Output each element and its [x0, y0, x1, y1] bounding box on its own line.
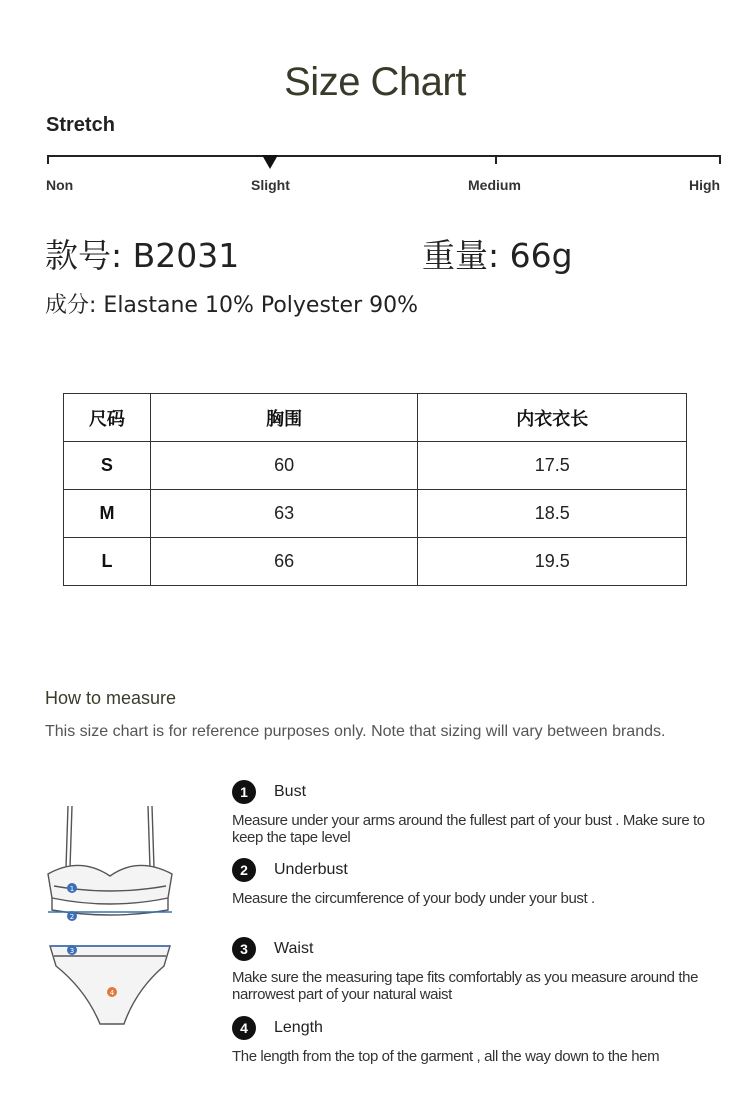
- size-table-header: [64, 394, 687, 442]
- measure-item-bust: [232, 780, 722, 846]
- bust-cell: 63: [150, 490, 418, 538]
- weight: [422, 230, 573, 277]
- measure-item-desc: Measure the circumference of your body under your bust .: [232, 890, 595, 907]
- size-cell: M: [64, 490, 151, 538]
- number-badge: 1: [232, 780, 256, 804]
- bust-cell: 60: [150, 442, 418, 490]
- stretch-tick-high: [719, 155, 721, 164]
- size-cell: L: [64, 538, 151, 586]
- stretch-scale-line: [47, 155, 721, 157]
- number-badge: 3: [232, 937, 256, 961]
- svg-text:1: 1: [69, 885, 75, 893]
- measure-item-name: Underbust: [274, 861, 348, 878]
- stretch-label: Stretch: [46, 114, 115, 136]
- measure-item-underbust: [232, 858, 722, 907]
- bust-marker: [67, 883, 77, 893]
- stretch-tick-medium: [495, 155, 497, 164]
- model-value: B2031: [132, 236, 240, 275]
- underbust-marker: [67, 911, 77, 921]
- number-badge: 4: [232, 1016, 256, 1040]
- header-size: 尺码: [64, 394, 151, 442]
- measure-item-name: Waist: [274, 940, 314, 957]
- table-row: [64, 490, 687, 538]
- model-label: 款号:: [45, 236, 123, 275]
- measure-item-name: Length: [274, 1019, 323, 1036]
- stretch-level-non: Non: [46, 177, 74, 193]
- brief-drawing: [50, 946, 170, 1024]
- bra-drawing: [48, 806, 172, 915]
- stretch-tick-non: [47, 155, 49, 164]
- how-to-measure-heading: How to measure: [45, 688, 177, 708]
- page-title: Size Chart: [284, 60, 466, 104]
- weight-label: 重量:: [422, 236, 500, 275]
- stretch-level-high: High: [689, 177, 721, 193]
- garment-illustration: [40, 798, 190, 1048]
- stretch-selected-marker: [262, 155, 278, 169]
- stretch-scale: [47, 155, 721, 167]
- bust-cell: 66: [150, 538, 418, 586]
- measure-item-desc: Make sure the measuring tape fits comfortably as you measure around the narrowest part of your natural waist: [232, 969, 699, 1003]
- reference-note: This size chart is for reference purposes only. Note that sizing will vary between brands.: [45, 723, 666, 740]
- stretch-level-slight: Slight: [251, 177, 290, 193]
- composition-label: 成分:: [45, 293, 97, 318]
- composition: [45, 288, 418, 319]
- length-cell: 17.5: [418, 442, 687, 490]
- weight-value: 66g: [509, 236, 573, 275]
- table-row: [64, 538, 687, 586]
- number-badge: 2: [232, 858, 256, 882]
- waist-marker: [67, 945, 77, 955]
- header-length: 内衣衣长: [418, 394, 687, 442]
- measure-item-desc: The length from the top of the garment , all the way down to the hem: [232, 1048, 660, 1065]
- stretch-level-medium: Medium: [468, 177, 521, 193]
- length-cell: 18.5: [418, 490, 687, 538]
- measure-item-desc: Measure under your arms around the fullest part of your bust . Make sure to keep the tape level: [232, 812, 705, 846]
- composition-value: Elastane 10% Polyester 90%: [103, 293, 419, 318]
- table-row: [64, 442, 687, 490]
- length-marker: [107, 987, 117, 997]
- measure-item-name: Bust: [274, 783, 307, 800]
- measure-item-length: [232, 1016, 722, 1065]
- svg-text:4: 4: [109, 989, 115, 997]
- size-cell: S: [64, 442, 151, 490]
- svg-text:3: 3: [69, 947, 75, 955]
- size-table: [63, 393, 687, 586]
- header-bust: 胸围: [150, 394, 418, 442]
- svg-text:2: 2: [69, 913, 75, 921]
- measure-item-waist: [232, 937, 722, 1003]
- model-number: [45, 230, 239, 277]
- length-cell: 19.5: [418, 538, 687, 586]
